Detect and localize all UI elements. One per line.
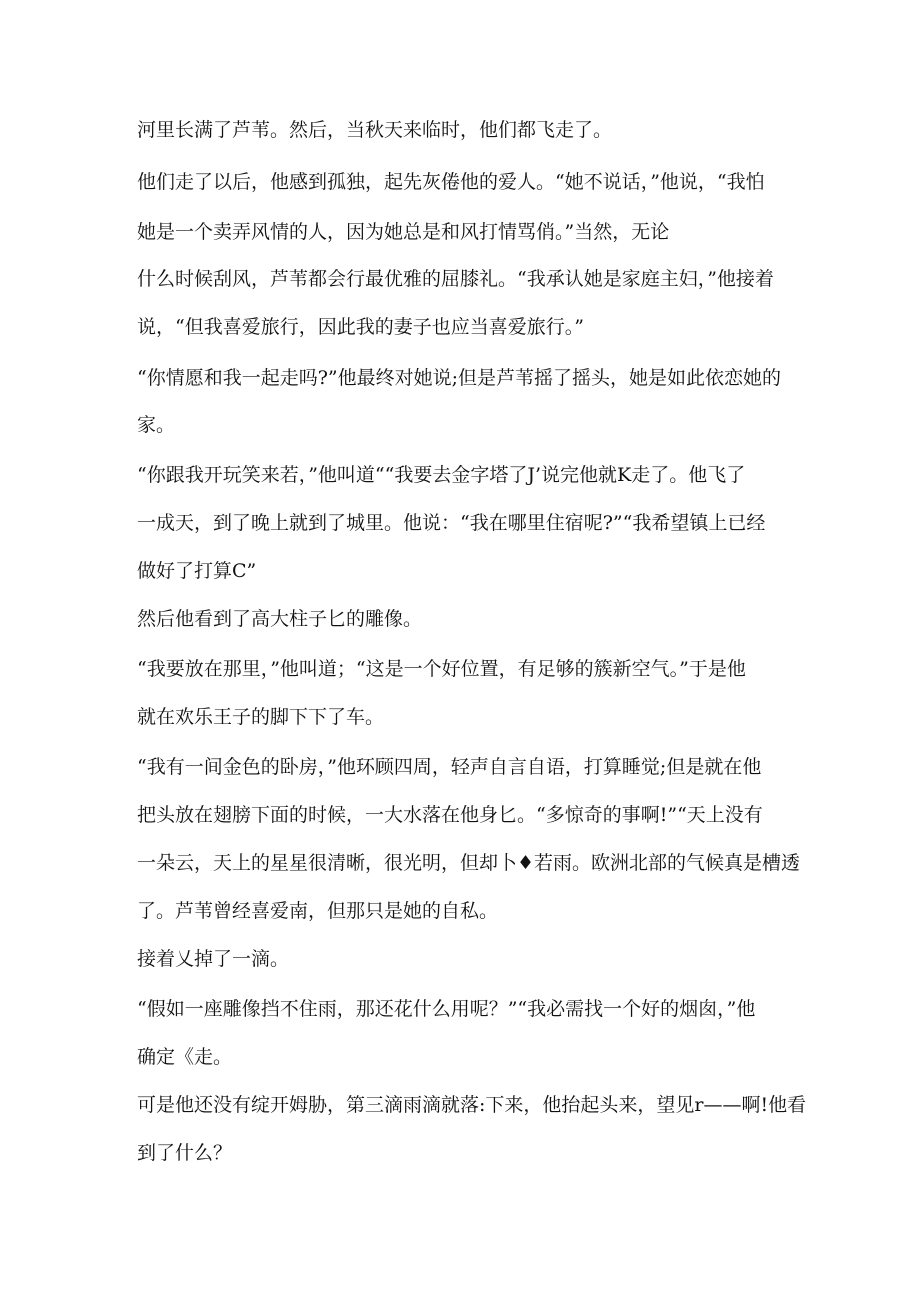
text-line: “我要放在那里，”他叫道；“这是一个好位置，有足够的簇新空气。”于是他 xyxy=(137,658,746,680)
text-line: 接着乂掉了一滴。 xyxy=(137,948,290,970)
text-line: 把头放在翅膀下面的时候，一大水落在他身匕。“多惊奇的事啊!”“天上没有 xyxy=(137,804,763,826)
text-line: 了。芦苇曾经喜爱南，但那只是她的自私。 xyxy=(137,900,499,922)
text-line: 他们走了以后，他感到孤独，起先灰倦他的爱人。“她不说话，”他说，“我怕 xyxy=(137,171,765,193)
text-line: 什么时候刮风，芦苇都会行最优雅的屈膝礼。“我承认她是家庭主妇，”他接着 xyxy=(137,268,774,290)
text-line: 说，“但我喜爱旅行，因此我的妻子也应当喜爱旅行。” xyxy=(137,316,584,338)
text-line: “我有一间金色的卧房，”他环顾四周，轻声自言自语，打算睡觉;但是就在他 xyxy=(137,756,762,778)
text-line: 到了什么？ xyxy=(137,1142,233,1164)
text-line: 做好了打算C” xyxy=(137,560,257,582)
text-line: 一成天，到了晚上就到了城里。他说：“我在哪里住宿呢?”“我希望镇上已经 xyxy=(137,512,766,534)
text-line: “你情愿和我一起走吗?”他最终对她说;但是芦苇摇了摇头，她是如此依恋她的 xyxy=(137,367,782,389)
text-line: “假如一座雕像挡不住雨，那还花什么用呢？”“我必需找一个好的烟囱，”他 xyxy=(137,998,756,1020)
text-line: 家。 xyxy=(137,414,176,436)
text-line: 一朵云，天上的星星很清晰，很光明，但却卜♦若雨。欧洲北部的气候真是槽透 xyxy=(137,852,801,874)
text-line: 河里长满了芦苇。然后，当秋天来临时，他们都飞走了。 xyxy=(137,119,613,141)
text-line: 然后他看到了高大柱子匕的雕像。 xyxy=(137,608,423,630)
text-line: 就在欢乐王子的脚下下了车。 xyxy=(137,706,385,728)
text-line: 她是一个卖弄风情的人，因为她总是和风打情骂俏。”当然，无论 xyxy=(137,221,670,243)
text-line: 确定《走。 xyxy=(137,1046,233,1068)
text-line: “你跟我开玩笑来若，”他叫道““我要去金字塔了J’说完他就K走了。他飞了 xyxy=(137,464,746,486)
text-line: 可是他还没有绽开姆胁，第三滴雨滴就落:下来，他抬起头来，望见r——啊!他看 xyxy=(137,1094,807,1116)
